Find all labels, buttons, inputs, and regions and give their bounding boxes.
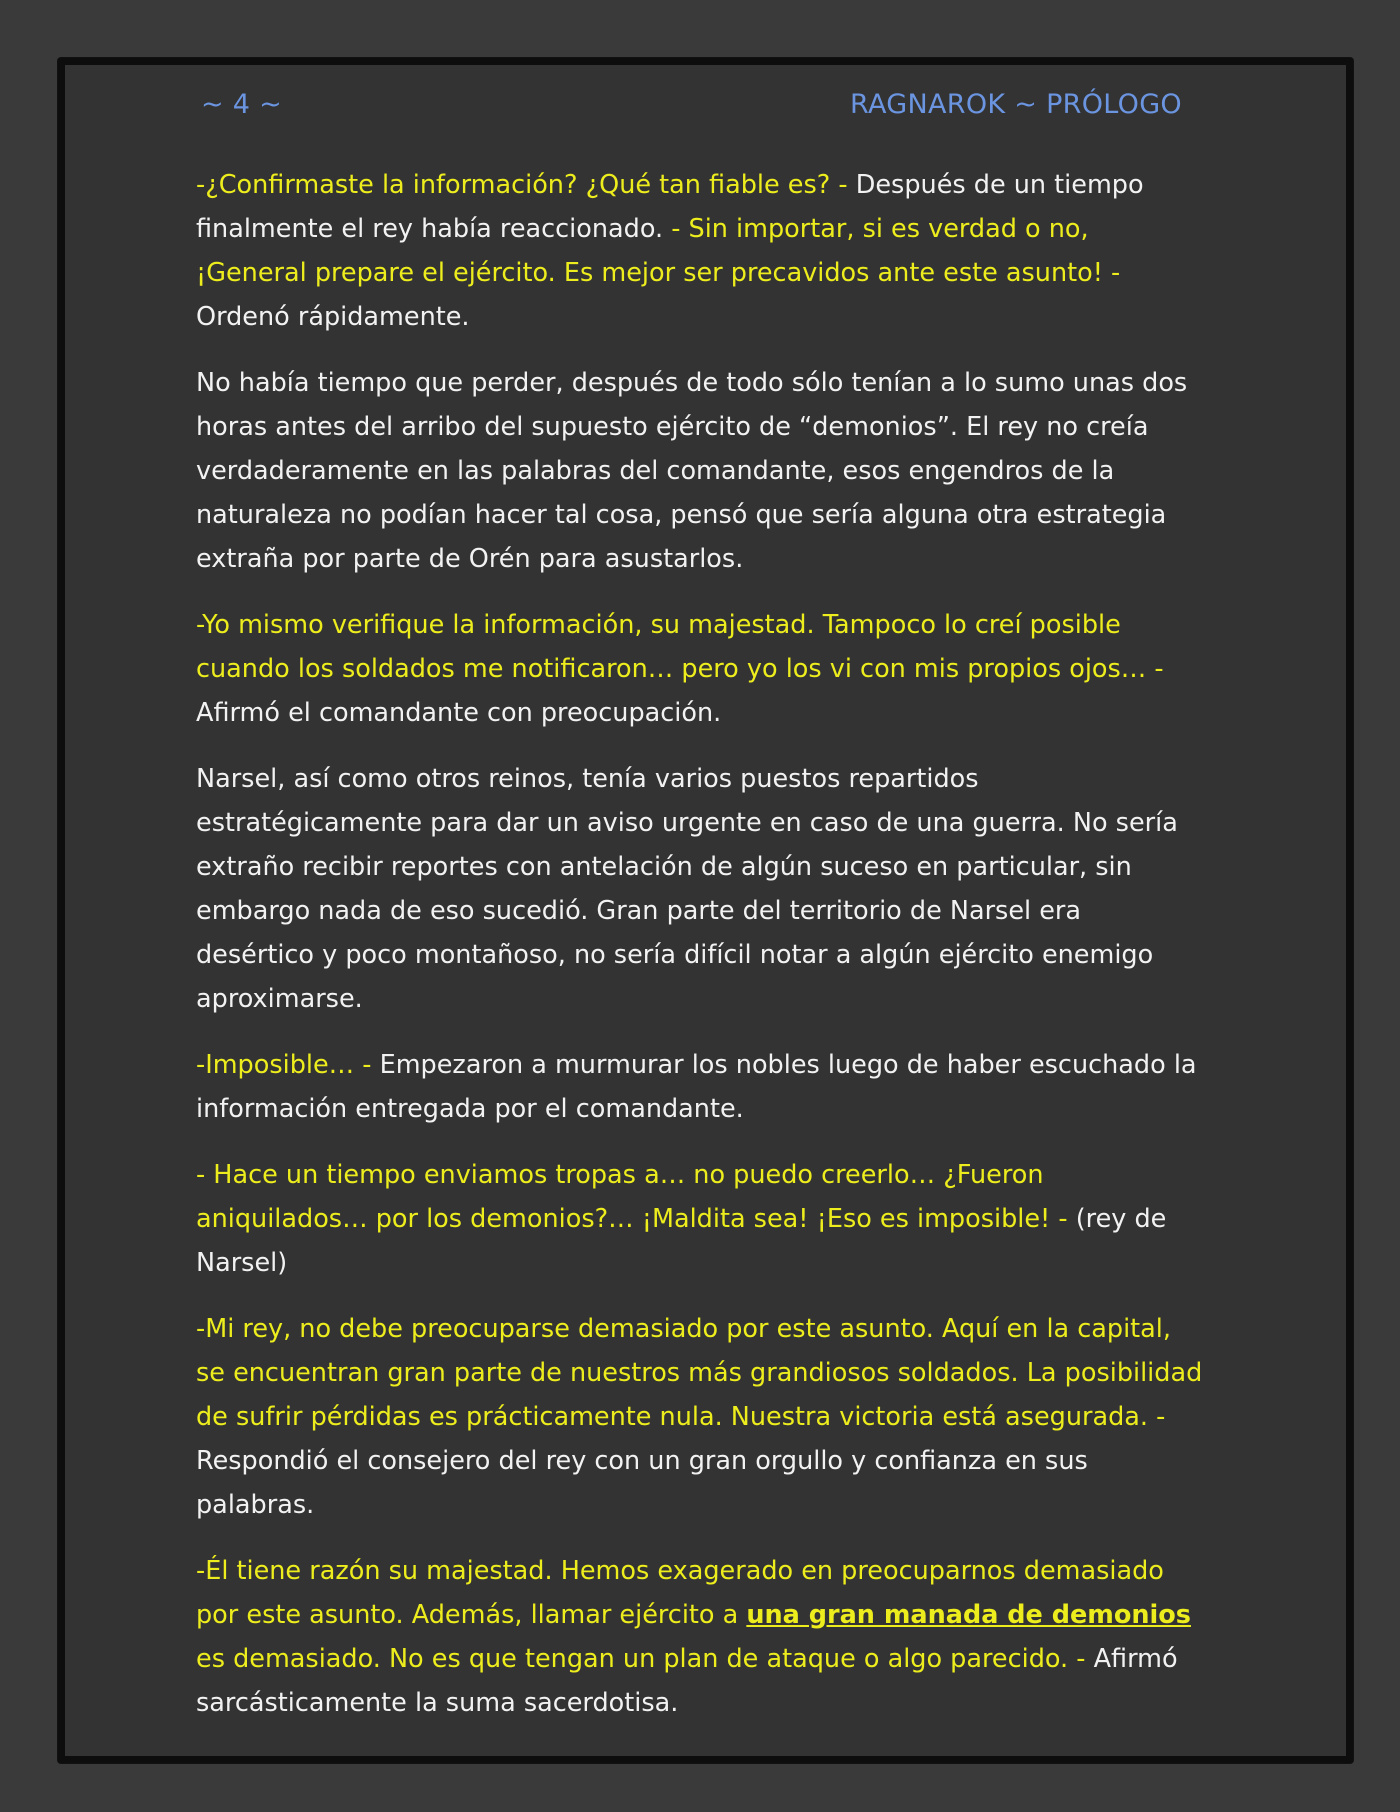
dialogue: es demasiado. No es que tengan un plan de ataque o algo parecido. - xyxy=(196,1644,1086,1674)
paragraph-3 xyxy=(196,603,1206,735)
narration: Respondió el consejero del rey con un gran orgullo y confianza en sus palabras. xyxy=(196,1446,1088,1520)
dialogue: - Sin importar, si es verdad o no, ¡General prepare el ejército. Es mejor ser precavidos ante este asunto! - xyxy=(196,214,1121,288)
narration: Empezaron a murmurar los nobles luego de haber escuchado la información entregada por el comandante. xyxy=(196,1050,1197,1124)
page-header xyxy=(201,89,1182,129)
dialogue: -Mi rey, no debe preocuparse demasiado por este asunto. Aquí en la capital, se encuentran gran parte de nuestros más grandiosos soldados. La posibilidad de sufrir pérdidas es prácticamente nula. Nuestra victoria está asegurada. - xyxy=(196,1314,1203,1432)
paragraph-6 xyxy=(196,1153,1206,1285)
narration: Narsel, así como otros reinos, tenía varios puestos repartidos estratégicamente para dar un aviso urgente en caso de una guerra. No sería extraño recibir reportes con antelación de algún suceso en particular, sin embargo nada de eso sucedió. Gran parte del territorio de Narsel era desértico y poco montañoso, no sería difícil notar a algún ejército enemigo aproximarse. xyxy=(196,764,1178,1014)
dialogue: -Imposible… - xyxy=(196,1050,372,1080)
paragraph-1 xyxy=(196,163,1206,339)
paragraph-2 xyxy=(196,361,1206,581)
dialogue: - Hace un tiempo enviamos tropas a… no puedo creerlo… ¿Fueron aniquilados… por los demonios?… ¡Maldita sea! ¡Eso es imposible! - xyxy=(196,1160,1068,1234)
paragraph-5 xyxy=(196,1043,1206,1131)
narration: Ordenó rápidamente. xyxy=(196,302,470,332)
page-number: ~ 4 ~ xyxy=(201,89,283,120)
narration: Después de un tiempo finalmente el rey había reaccionado. xyxy=(196,170,1144,244)
paragraph-4 xyxy=(196,757,1206,1021)
narration: No había tiempo que perder, después de todo sólo tenían a lo sumo unas dos horas antes del arribo del supuesto ejército de “demonios”. El rey no creía verdaderamente en las palabras del comandante, esos engendros de la naturaleza no podían hacer tal cosa, pensó que sería alguna otra estrategia extraña por parte de Orén para asustarlos. xyxy=(196,368,1188,574)
paragraph-8 xyxy=(196,1549,1206,1725)
dialogue: -¿Confirmaste la información? ¿Qué tan fiable es? - xyxy=(196,170,848,200)
dialogue: -Él tiene razón su majestad. Hemos exagerado en preocuparnos demasiado por este asunto. Además, llamar ejército a xyxy=(196,1556,1164,1630)
narration: Afirmó sarcásticamente la suma sacerdotisa. xyxy=(196,1644,1178,1718)
body-text xyxy=(196,163,1206,1747)
document-page xyxy=(58,58,1353,1763)
running-title: RAGNAROK ~ PRÓLOGO xyxy=(850,89,1182,120)
paragraph-7 xyxy=(196,1307,1206,1527)
narration: (rey de Narsel) xyxy=(196,1204,1167,1278)
dialogue: -Yo mismo verifique la información, su majestad. Tampoco lo creí posible cuando los soldados me notificaron… pero yo los vi con mis propios ojos… - xyxy=(196,610,1164,684)
emphasized-phrase: una gran manada de demonios xyxy=(746,1600,1191,1630)
narration: Afirmó el comandante con preocupación. xyxy=(196,698,722,728)
